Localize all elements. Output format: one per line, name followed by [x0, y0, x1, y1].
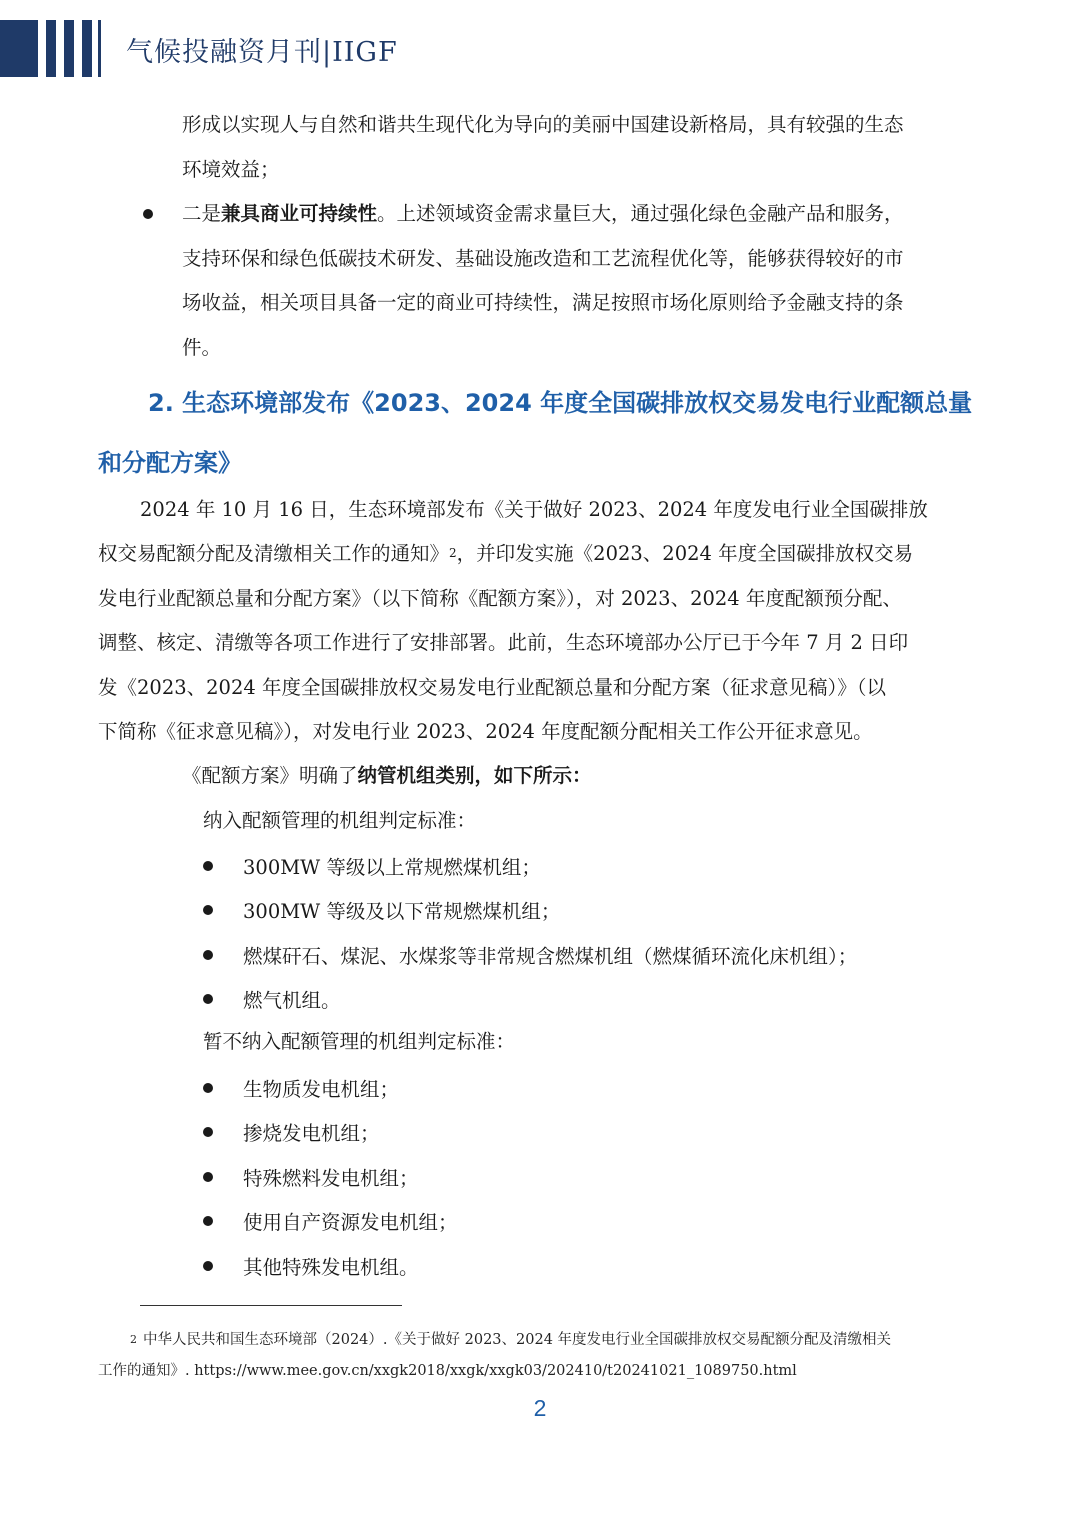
header-bar-5: [98, 20, 101, 77]
footnote-divider: [140, 1305, 402, 1306]
footnote-text-1: 中华人民共和国生态环境部（2024）.《关于做好 2023、2024 年度发电行业全国碳排放权交易配额分配及清缴相关: [143, 1332, 892, 1348]
para-top-line2: 环境效益；: [182, 158, 280, 181]
body-line5: 发《2023、2024 年度全国碳排放权交易发电行业配额总量和分配方案（征求意见稿）》（以: [98, 676, 886, 699]
excluded-item-4: 使用自产资源发电机组；: [243, 1211, 458, 1234]
excluded-item-2: 掺烧发电机组；: [243, 1122, 380, 1145]
section-heading-line2: 和分配方案》: [98, 449, 242, 477]
included-bullet-3: [203, 950, 213, 960]
section-heading-line1: 2. 生态环境部发布《2023、2024 年度全国碳排放权交易发电行业配额总量: [148, 389, 973, 417]
bullet-commercial-prefix: 二是: [182, 202, 222, 225]
included-bullet-1: [203, 861, 213, 871]
intro-plain: 《配额方案》明确了: [182, 764, 358, 787]
excluded-bullet-1: [203, 1083, 213, 1093]
footnote-line1: [130, 1325, 990, 1355]
body-line2: [98, 531, 982, 576]
bullet-commercial-line1: [182, 191, 982, 236]
intro-line: [182, 753, 982, 798]
bullet-dot: [143, 209, 153, 219]
page-number: 2: [533, 1395, 547, 1421]
bullet-commercial-rest: 。上述领域资金需求量巨大，通过强化绿色金融产品和服务，: [377, 202, 904, 225]
body-line6: 下简称《征求意见稿》），对发电行业 2023、2024 年度配额分配相关工作公开征求意见。: [98, 720, 873, 743]
included-bullet-4: [203, 994, 213, 1004]
body-line1: 2024 年 10 月 16 日，生态环境部发布《关于做好 2023、2024 年度发电行业全国碳排放: [140, 498, 928, 521]
excluded-bullet-5: [203, 1261, 213, 1271]
header-bar-1: [0, 20, 38, 77]
body-line4: 调整、核定、清缴等各项工作进行了安排部署。此前，生态环境部办公厅已于今年 7 月 2 日印: [98, 631, 909, 654]
bullet-commercial-bold: 兼具商业可持续性: [221, 202, 378, 225]
footnote-line2[interactable]: 工作的通知》. https://www.mee.gov.cn/xxgk2018/xxgk/xxgk03/202410/t20241021_1089750.html: [98, 1363, 797, 1379]
excluded-item-3: 特殊燃料发电机组；: [243, 1167, 419, 1190]
footnote-number: 2: [130, 1333, 137, 1346]
intro-bold: 纳管机组类别，如下所示：: [357, 764, 592, 787]
excluded-label: 暂不纳入配额管理的机组判定标准：: [203, 1030, 516, 1053]
body-line2b: ，并印发实施《2023、2024 年度全国碳排放权交易: [456, 542, 914, 565]
header-bar-4: [82, 20, 92, 77]
bullet-commercial-line4: 件。: [182, 336, 222, 359]
included-item-1: 300MW 等级以上常规燃煤机组；: [243, 856, 541, 879]
included-item-4: 燃气机组。: [243, 989, 341, 1012]
included-label: 纳入配额管理的机组判定标准：: [203, 809, 477, 832]
included-item-3: 燃煤矸石、煤泥、水煤浆等非常规含燃煤机组（燃煤循环流化床机组）；: [243, 945, 858, 968]
included-item-2: 300MW 等级及以下常规燃煤机组；: [243, 900, 561, 923]
header-title: 气候投融资月刊|IIGF: [126, 37, 398, 68]
bullet-commercial-line3: 场收益，相关项目具备一定的商业可持续性，满足按照市场化原则给予金融支持的条: [182, 291, 904, 314]
excluded-bullet-3: [203, 1172, 213, 1182]
header-bar-2: [46, 20, 56, 77]
bullet-commercial-line2: 支持环保和绿色低碳技术研发、基础设施改造和工艺流程优化等，能够获得较好的市: [182, 247, 904, 270]
header-bar-3: [64, 20, 74, 77]
included-bullet-2: [203, 905, 213, 915]
excluded-bullet-2: [203, 1127, 213, 1137]
body-line3: 发电行业配额总量和分配方案》（以下简称《配额方案》），对 2023、2024 年度配额预分配、: [98, 587, 902, 610]
para-top-line1: 形成以实现人与自然和谐共生现代化为导向的美丽中国建设新格局，具有较强的生态: [182, 113, 904, 136]
footnote-ref[interactable]: 2: [449, 546, 457, 560]
body-line2a: 权交易配额分配及清缴相关工作的通知》: [98, 542, 450, 565]
excluded-bullet-4: [203, 1216, 213, 1226]
excluded-item-1: 生物质发电机组；: [243, 1078, 400, 1101]
excluded-item-5: 其他特殊发电机组。: [243, 1256, 419, 1279]
